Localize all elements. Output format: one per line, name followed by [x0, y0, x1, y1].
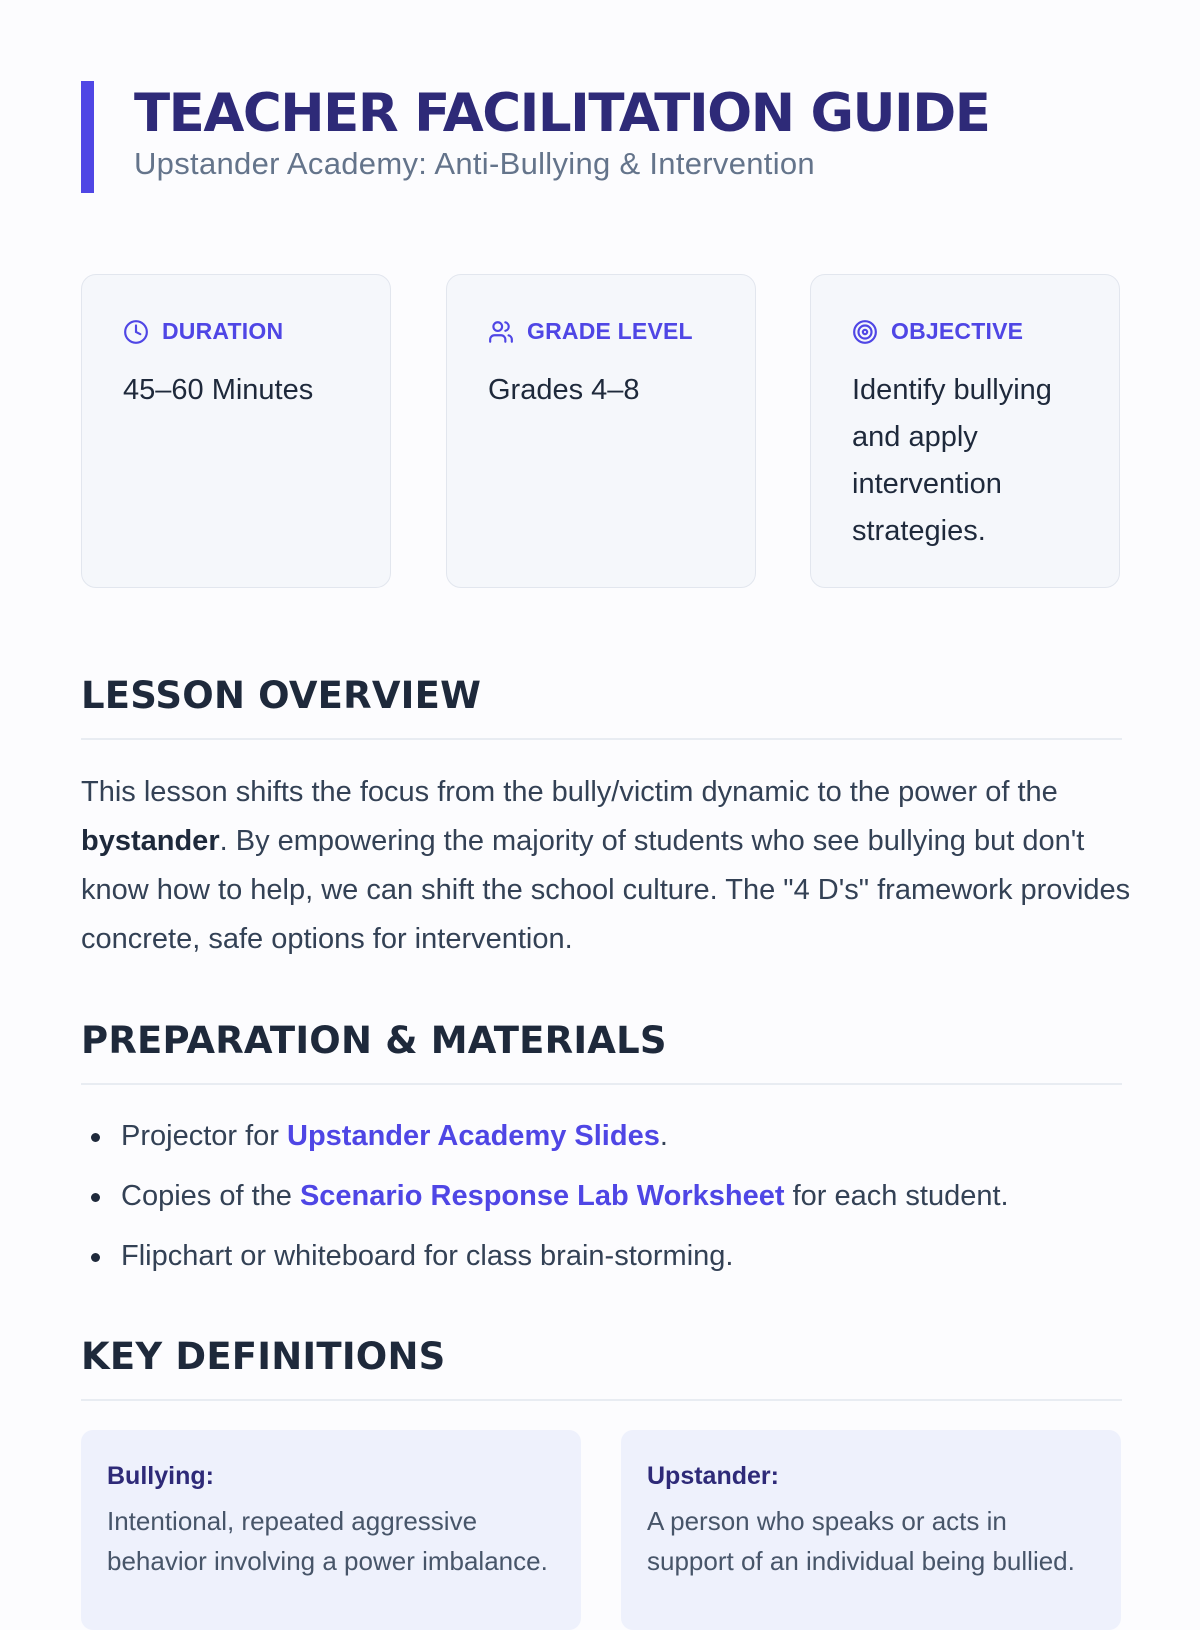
definitions-grid: [81, 1430, 1122, 1610]
duration-label-text: DURATION: [162, 318, 284, 344]
page-title: TEACHER FACILITATION GUIDE: [134, 83, 990, 144]
objective-value: Identify bullying and apply intervention strategies.: [852, 374, 1052, 547]
list-item: [81, 1226, 1141, 1286]
materials-item-text: .: [659, 1120, 668, 1152]
materials-item-text: Flipchart or whiteboard for class brain-storming.: [121, 1240, 734, 1272]
key-definitions-heading: KEY DEFINITIONS: [81, 1335, 446, 1378]
page-subtitle: Upstander Academy: Anti-Bullying & Intervention: [134, 146, 815, 181]
section-divider: [81, 738, 1122, 740]
definition-term: Bullying:: [107, 1462, 214, 1490]
materials-item-text: Projector for: [121, 1120, 287, 1152]
slides-link[interactable]: Upstander Academy Slides: [287, 1120, 660, 1152]
objective-label-text: OBJECTIVE: [891, 318, 1024, 344]
clock-icon: [123, 319, 149, 345]
section-divider: [81, 1399, 1122, 1401]
target-icon: [852, 319, 878, 345]
definition-term: Upstander:: [647, 1462, 779, 1490]
objective-label: [852, 318, 1023, 345]
materials-item-text: Copies of the: [121, 1180, 300, 1212]
grade-level-label-text: GRADE LEVEL: [527, 318, 693, 344]
lesson-overview-text: [81, 768, 1131, 964]
objective-card: [810, 274, 1120, 588]
list-item: [81, 1106, 1141, 1166]
overview-text-end: . By empowering the majority of students who see bullying but don't know how to help, we can shift the school culture. The "4 D's" framework provides concrete, safe options for intervention.: [81, 825, 1131, 955]
bullying-definition-card: [81, 1430, 581, 1630]
duration-card: [81, 274, 391, 588]
definition-text: Intentional, repeated aggressive behavior involving a power imbalance.: [107, 1506, 548, 1576]
duration-value: 45–60 Minutes: [123, 374, 314, 406]
grade-level-card: [446, 274, 756, 588]
definition-text: A person who speaks or acts in support of an individual being bullied.: [647, 1506, 1075, 1576]
lesson-overview-heading: LESSON OVERVIEW: [81, 674, 482, 717]
guide-header: [81, 81, 989, 193]
users-icon: [488, 319, 514, 345]
section-divider: [81, 1083, 1122, 1085]
overview-bold-term: bystander: [81, 825, 220, 857]
info-cards: [81, 274, 1122, 590]
grade-level-value: Grades 4–8: [488, 374, 640, 406]
overview-text-start: This lesson shifts the focus from the bully/victim dynamic to the power of the: [81, 776, 1058, 808]
worksheet-link[interactable]: Scenario Response Lab Worksheet: [299, 1180, 785, 1212]
header-accent-bar: [81, 81, 94, 193]
preparation-materials-heading: PREPARATION & MATERIALS: [81, 1019, 667, 1062]
upstander-definition-card: [621, 1430, 1121, 1630]
materials-list: [81, 1106, 1141, 1286]
grade-level-label: [488, 318, 693, 345]
materials-item-text: for each student.: [784, 1180, 1009, 1212]
list-item: [81, 1166, 1141, 1226]
duration-label: [123, 318, 283, 345]
